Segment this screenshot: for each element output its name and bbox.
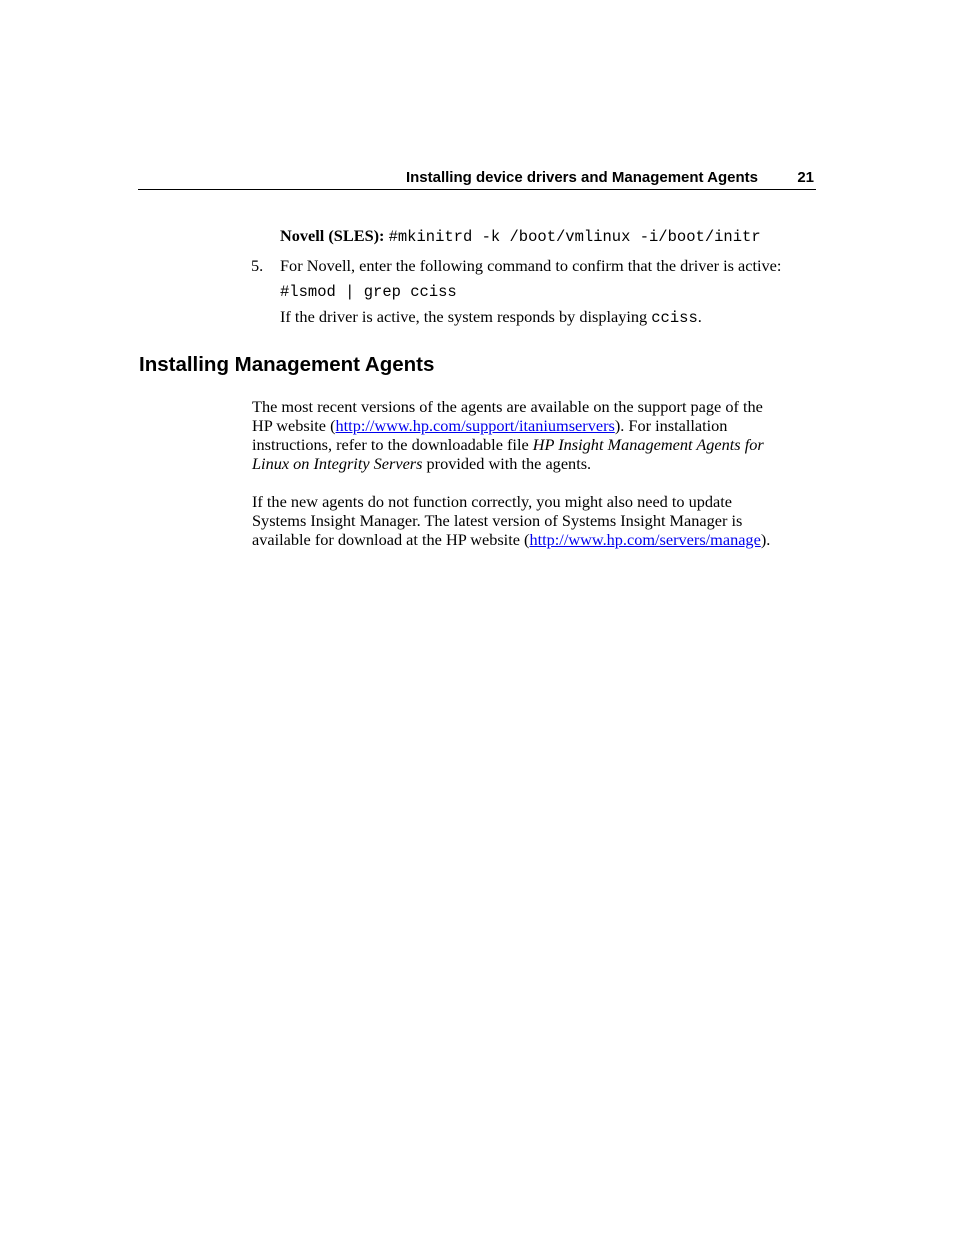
step-5-number: 5. (251, 256, 264, 275)
support-link[interactable]: http://www.hp.com/support/itaniumservers (335, 416, 615, 435)
para2-line3-prefix: available for download at the HP website ( (252, 530, 530, 549)
para2-line2: Systems Insight Manager. The latest version of Systems Insight Manager is (252, 511, 743, 530)
step-5-text: For Novell, enter the following command to confirm that the driver is active: (280, 256, 782, 275)
para2-line1: If the new agents do not function correctly, you might also need to update (252, 492, 733, 511)
para2-line3 (252, 530, 770, 549)
result-text: If the driver is active, the system responds by displaying (280, 307, 652, 326)
para1-line3 (252, 435, 764, 454)
result-suffix: . (697, 307, 702, 326)
para1-line2-prefix: HP website ( (252, 416, 336, 435)
para1-line1: The most recent versions of the agents are available on the support page of the (252, 397, 763, 416)
novell-label: Novell (SLES): (280, 226, 389, 245)
header-title: Installing device drivers and Management Agents (405, 169, 758, 186)
page-number: 21 (797, 169, 814, 186)
para1-line4-italic: Linux on Integrity Servers (252, 454, 423, 473)
result-code: cciss (651, 309, 698, 327)
para1-line3-prefix: instructions, refer to the downloadable file (252, 435, 533, 454)
para1-line3-italic: HP Insight Management Agents for (532, 435, 764, 454)
novell-command-line (280, 226, 761, 247)
lsmod-command: #lsmod | grep cciss (280, 283, 457, 301)
running-header (138, 166, 816, 190)
para1-line4 (252, 454, 591, 473)
para1-line2 (252, 416, 727, 435)
step-5-result (280, 307, 702, 328)
para1-line2-suffix: ). For installation (614, 416, 728, 435)
servers-manage-link[interactable]: http://www.hp.com/servers/manage (529, 530, 761, 549)
para1-line4-suffix: provided with the agents. (422, 454, 592, 473)
section-heading: Installing Management Agents (139, 353, 435, 376)
para2-line3-suffix: ). (760, 530, 771, 549)
novell-command: #mkinitrd -k /boot/vmlinux -i/boot/initr (388, 228, 761, 246)
